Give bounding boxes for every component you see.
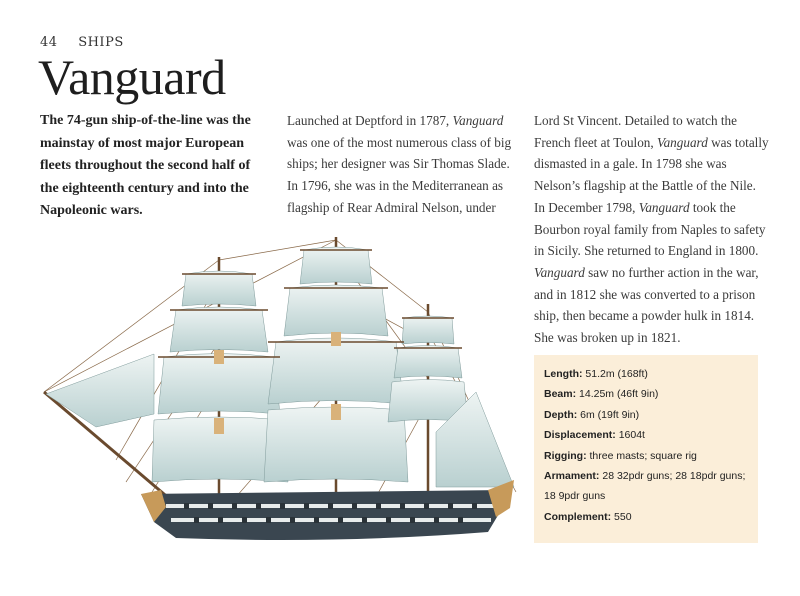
page-title: Vanguard (38, 49, 226, 105)
spec-displacement: Displacement: 1604t (544, 429, 645, 442)
spec-complement: Complement: 550 (544, 510, 632, 523)
spec-armament: Armament: 28 32pdr guns; 28 18pdr guns; (544, 469, 746, 482)
spec-beam: Beam: 14.25m (46ft 9in) (544, 388, 659, 401)
specifications-box (534, 355, 758, 543)
body-column-3: Lord St Vincent. Detailed to watch the French fleet at Toulon, Vanguard was totally dismasted in a gale. In 1798 she was Nelson’s flagship at the Battle of the Nile. In December 1798, Vanguard took the Bourbon royal family from Naples to safety in Sicily. She returned to England in 1800. Vanguard saw no further action in the war, and in 1812 she was converted to a prison ship, then became a powder hulk in 1814. She was broken up in 1821. (534, 113, 769, 346)
section-label: SHIPS (78, 35, 124, 50)
spec-depth: Depth: 6m (19ft 9in) (544, 408, 640, 421)
page-header (40, 35, 124, 50)
spec-length: Length: 51.2m (168ft) (544, 368, 648, 380)
spec-armament-cont: 18 9pdr guns (544, 490, 606, 503)
lead-paragraph: The 74-gun ship-of-the-line was the mainstay of most major European fleets throughout the second half of the eighteenth century and into the Napoleonic wars. (40, 113, 251, 218)
page-number: 44 (40, 35, 58, 50)
spec-rigging: Rigging: three masts; square rig (544, 449, 697, 462)
ship-illustration (36, 232, 526, 552)
body-column-2: Launched at Deptford in 1787, Vanguard was one of the most numerous class of big ships; her designer was Sir Thomas Slade. In 1796, she was in the Mediterranean as flagship of Rear Admiral Nelson, under (287, 113, 512, 215)
